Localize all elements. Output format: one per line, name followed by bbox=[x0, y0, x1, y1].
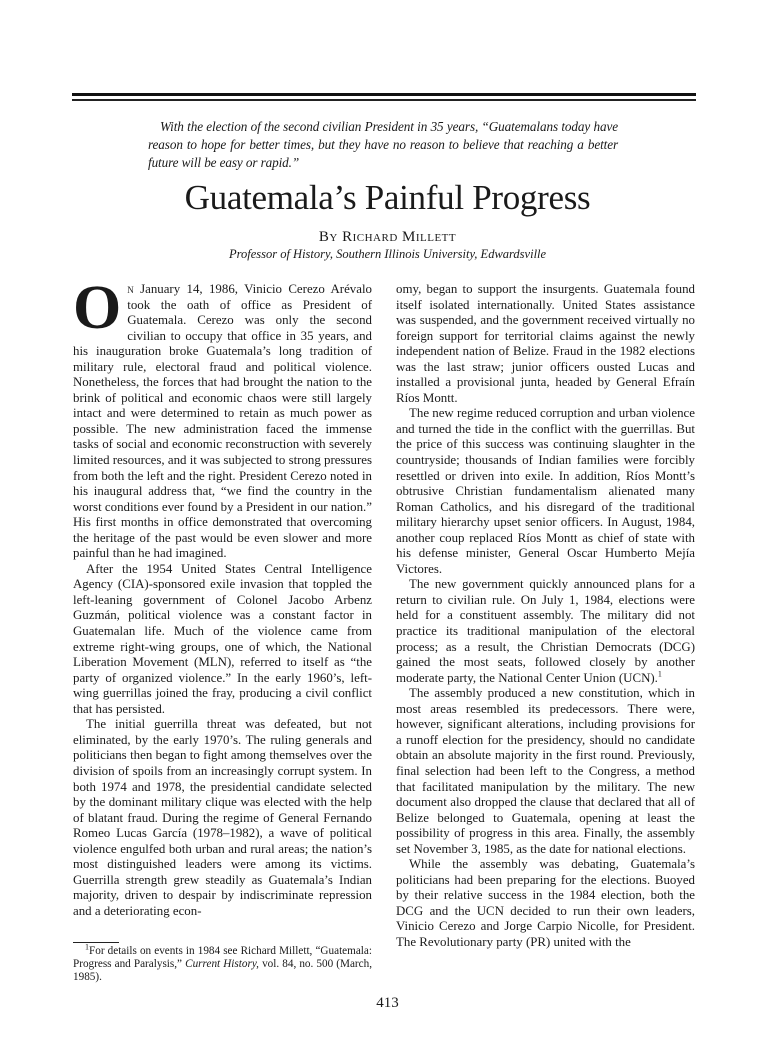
right-column bbox=[396, 282, 695, 951]
paragraph-3: The initial guerrilla threat was defeated, but not eliminated, by the early 1970’s. The ruling generals and politicians then began to fight among themselves over the division of spoils from an increasingly corrupt system. In both 1974 and 1978, the presidential candidate selected by the dominant military clique was elected with the help of blatant fraud. During the regime of General Fernando Romeo Lucas García (1978–1982), a wave of political violence engulfed both urban and rural areas; the nation’s most distinguished leaders were among its victims. Guerrilla strength grew steadily as Guatemala’s Indian majority, driven to despair by indiscriminate repression and a deteriorating econ- bbox=[73, 717, 372, 918]
page-number: 413 bbox=[376, 995, 399, 1011]
footnote-citation-details: vol. 84, no. 500 (March, 1985). bbox=[73, 958, 372, 984]
paragraph-1 bbox=[73, 274, 372, 562]
footnote-journal-title: Current History, bbox=[185, 958, 259, 971]
footnote-citation: For details on events in 1984 see Richard Millett, “Guatemala: Progress and Paralysis,” bbox=[73, 945, 372, 971]
paragraph-8: While the assembly was debating, Guatemala’s politicians had been preparing for the elections. Buoyed by their relative success in the 1984 election, both the DCG and the UCN decided to run their own leaders, Vinicio Cerezo and Jorge Carpio Nicolle, for President. The Revolutionary party (PR) united with the bbox=[396, 857, 695, 949]
footnote-reference: 1 bbox=[657, 669, 662, 679]
author-affiliation: Professor of History, Southern Illinois University, Edwardsville bbox=[228, 247, 547, 261]
paragraph-2: After the 1954 United States Central Intelligence Agency (CIA)-sponsored exile invasion that toppled the left-leaning government of Colonel Jacobo Arbenz Guzmán, political violence was a constant factor in Guatemalan life. Much of the violence came from extreme right-wing groups, one of which, the National Liberation Movement (MLN), referred to itself as “the party of organized violence.” In the early 1960’s, left-wing guerrillas joined the fray, producing a civil conflict that has persisted. bbox=[73, 561, 372, 716]
lead-in-smallcaps: n bbox=[127, 282, 134, 296]
footnote-text bbox=[73, 942, 372, 985]
paragraph-7: The assembly produced a new constitution, which in most areas resembled its predecessors. There were, however, significant alterations, including provisions for a runoff election for the presidency, should no candidate obtain an absolute majority in the first round. Previously, final selection had been left to the Congress, a method that facilitated manipulation by the military. The new document also dropped the clause that declared that all of Belize belonged to Guatemala, opening at least the possibility of progress in this area. Finally, the assembly set November 3, 1985, as the date for national elections. bbox=[396, 686, 695, 856]
left-column bbox=[73, 274, 372, 919]
paragraph-text: The new government quickly announced plans for a return to civilian rule. On July 1, 1984, elections were held for a constituent assembly. The military did not practice its traditional manipulation of the electoral process; as a result, the Christian Democrats (DCG) gained the most seats, followed closely by another moderate party, the National Center Union (UCN). bbox=[396, 577, 695, 685]
footnote-rule bbox=[73, 942, 119, 943]
author-byline: By Richard Millett bbox=[318, 229, 457, 245]
paragraph-6 bbox=[396, 577, 695, 686]
paragraph-4: omy, began to support the insurgents. Guatemala found itself isolated internationally. United States assistance was suspended, and the government received virtually no foreign support for territorial claims against the newly independent nation of Belize. Fraud in the 1982 elections was the last straw; junior officers ousted Lucas and installed a provisional junta, headed by General Efraín Ríos Montt. bbox=[396, 282, 695, 405]
drop-cap: O bbox=[73, 274, 122, 342]
article-title: Guatemala’s Painful Progress bbox=[184, 178, 591, 217]
footnote bbox=[73, 942, 372, 985]
epigraph: With the election of the second civilian President in 35 years, “Guatemalans today have reason to hope for better times, but they have no reason to believe that reaching a better future will be easy or rapid.” bbox=[148, 119, 618, 170]
footnote-marker: 1 bbox=[85, 942, 89, 952]
header-rule-thin bbox=[72, 99, 696, 101]
paragraph-text: January 14, 1986, Vinicio Cerezo Arévalo took the oath of office as President of Guatemala. Cerezo was only the second civilian to occupy that office in 35 years, and his inauguration broke Guatemala’s long tradition of military rule, electoral fraud and political violence. Nonetheless, the forces that had brought the nation to the brink of political and economic chaos were still largely intact and were determined to retain as much power as possible. The new administration faced the immense tasks of social and economic reconstruction with severely limited resources, and it was subjected to strong pressures from both the left and the right. President Cerezo noted in his inaugural address that, “we find the country in the worst conditions ever found by a President in our nation.” His first months in office demonstrated that overcoming the heritage of the past would be even slower and more painful than he had imagined. bbox=[73, 282, 372, 561]
paragraph-5: The new regime reduced corruption and urban violence and turned the tide in the conflict with the guerrillas. But the price of this success was continuing slaughter in the countryside; thousands of Indian families were forcibly resettled or driven into exile. In addition, Ríos Montt’s obtrusive Christian fundamentalism alienated many Roman Catholics, and his disregard of the traditional military hierarchy upset senior officers. In August, 1984, another coup replaced Ríos Montt as chief of state with his defense minister, General Oscar Humberto Mejía Victores. bbox=[396, 406, 695, 576]
header-rule-thick bbox=[72, 93, 696, 96]
